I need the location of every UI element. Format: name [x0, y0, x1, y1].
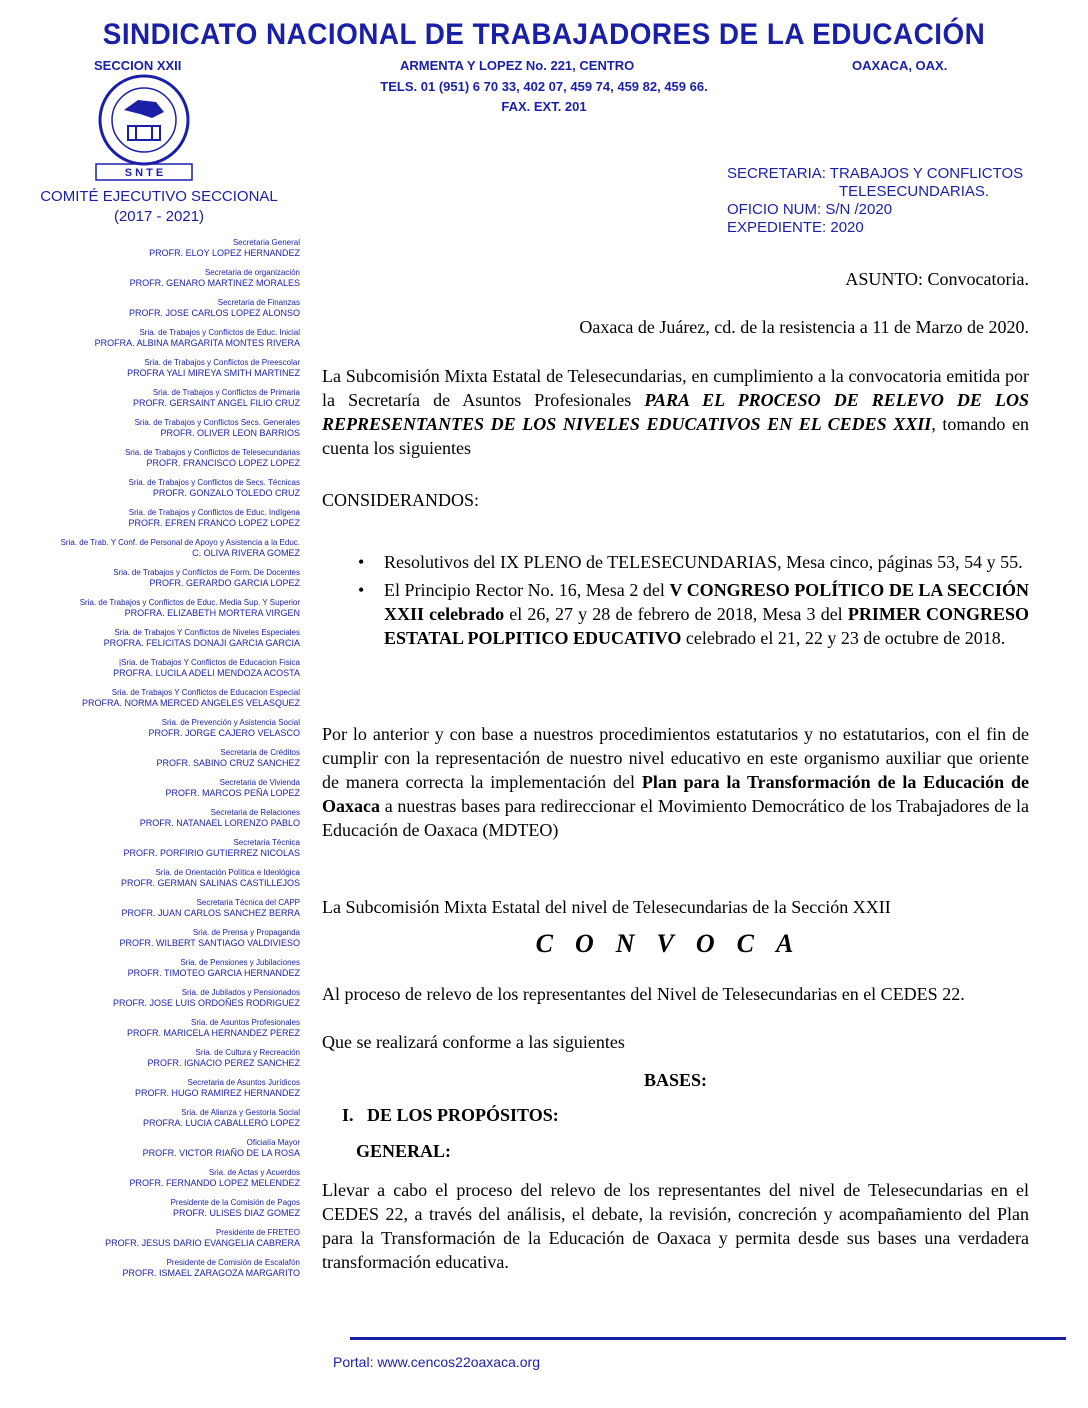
roster-role: Sria. de Pensiones y Jubilaciones	[180, 958, 300, 967]
secretaria-line: SECRETARIA: TRABAJOS Y CONFLICTOS	[727, 165, 1024, 182]
roster-name: PROFRA. LUCIA CABALLERO LOPEZ	[142, 1118, 300, 1128]
roster-role: Secretaria de Finanzas	[217, 298, 300, 307]
roster-name: PROFR. IGNACIO PEREZ SANCHEZ	[147, 1058, 300, 1068]
roster-role: Secretaria Técnica	[233, 838, 300, 847]
roster-role: Presidente de la Comisión de Pagos	[170, 1198, 300, 1207]
roster-name: PROFR. JOSE CARLOS LOPEZ ALONSO	[128, 308, 300, 318]
roster-role: Sria. de Trabajos y Conflictos Secs. Generales	[134, 418, 300, 427]
roster-name: PROFR. VICTOR RIAÑO DE LA ROSA	[142, 1148, 300, 1158]
roster-role: Secretaria de Vivienda	[219, 778, 300, 787]
roster-name: PROFR. JOSE LUIS ORDOÑES RODRIGUEZ	[112, 998, 300, 1008]
roster-name: PROFR. ULISES DIAZ GOMEZ	[172, 1208, 300, 1218]
roster-name: PROFR. JUAN CARLOS SANCHEZ BERRA	[121, 908, 300, 918]
section-heading: I. DE LOS PROPÓSITOS:	[342, 1105, 559, 1125]
roster-name: PROFR. GERSAINT ANGEL FILIO CRUZ	[132, 398, 300, 408]
al-proceso-paragraph: Al proceso de relevo de los representantes del Nivel de Telesecundarias en el CEDES 22.	[322, 984, 965, 1004]
roster-role: Sria. de Cultura y Recreación	[195, 1048, 300, 1057]
general-heading: GENERAL:	[356, 1141, 452, 1161]
date-line: Oaxaca de Juárez, cd. de la resistencia a 11 de Marzo de 2020.	[579, 317, 1029, 337]
roster-name: PROFR. NATANAEL LORENZO PABLO	[139, 818, 300, 828]
roster-role: Sria. de Prensa y Propaganda	[192, 928, 300, 937]
org-title: SINDICATO NACIONAL DE TRABAJADORES DE LA EDUCACIÓN	[102, 18, 986, 51]
roster-name: PROFR. MARCOS PEÑA LOPEZ	[165, 788, 300, 798]
fax: FAX. EXT. 201	[501, 99, 587, 114]
roster-role: Secretaria de Créditos	[220, 748, 300, 757]
committee-roster	[60, 238, 300, 1288]
roster-role: Sria. de Trab. Y Conf. de Personal de Apoyo y Asistencia a la Educ.	[60, 538, 300, 547]
committee-title: COMITÉ EJECUTIVO SECCIONAL	[40, 188, 278, 205]
section-label: SECCION XXII	[94, 58, 182, 73]
roster-role: Sria. de Trabajos y Conflictos de Telesecundarias	[124, 448, 300, 457]
committee-block	[30, 187, 288, 227]
roster-name: PROFRA. NORMA MERCED ANGELES VELASQUEZ	[81, 698, 300, 708]
roster-name: PROFRA. ELIZABETH MORTERA VIRGEN	[124, 608, 300, 618]
roster-name: PROFR. GERMAN SALINAS CASTILLEJOS	[120, 878, 300, 888]
convoca-heading: CONVOCA	[535, 929, 816, 958]
roster-name: PROFR. PORFIRIO GUTIERREZ NICOLAS	[123, 848, 300, 858]
footer-divider	[350, 1337, 1066, 1340]
city: OAXACA, OAX.	[852, 58, 948, 73]
roster-name: PROFR. GERARDO GARCIA LOPEZ	[149, 578, 300, 588]
roster-name: PROFR. GONZALO TOLEDO CRUZ	[152, 488, 300, 498]
address: ARMENTA Y LOPEZ No. 221, CENTRO	[400, 58, 635, 73]
roster-name: PROFR. JESUS DARIO EVANGELIA CABRERA	[105, 1238, 300, 1248]
roster-role: Sria. de Asuntos Profesionales	[191, 1018, 300, 1027]
list-item: • Resolutivos del IX PLENO de TELESECUNDARIAS, Mesa cinco, páginas 53, 54 y 55.	[384, 550, 1029, 574]
asunto: ASUNTO: Convocatoria.	[845, 269, 1029, 289]
expediente: EXPEDIENTE: 2020	[727, 219, 864, 236]
roster-role: Oficialía Mayor	[246, 1138, 300, 1147]
roster-name: PROFR. GENARO MARTINEZ MORALES	[129, 278, 300, 288]
roster-name: PROFR. MARICELA HERNANDEZ PEREZ	[126, 1028, 300, 1038]
considerandos-heading: CONSIDERANDOS:	[322, 490, 480, 510]
roster-role: |Sria. de Trabajos Y Conflictos de Educacion Fisica	[119, 658, 300, 667]
roster-name: PROFRA. ALBINA MARGARITA MONTES RIVERA	[94, 338, 300, 348]
que-se-line: Que se realizará conforme a las siguientes	[322, 1032, 625, 1052]
roster-role: Secretaria de Asuntos Jurídicos	[187, 1078, 300, 1087]
roster-name: PROFR. TIMOTEO GARCIA HERNANDEZ	[127, 968, 300, 978]
roster-role: Sria. de Trabajos y Conflictos de Form. De Docentes	[113, 568, 300, 577]
list-item: • El Principio Rector No. 16, Mesa 2 del V CONGRESO POLÍTICO DE LA SECCIÓN XXII celebrado el 26, 27 y 28 de febrero de 2018, Mesa 3 del PRIMER CONGRESO ESTATAL POLPITICO EDUCATIVO celebrado el 21, 22 y 23 de octubre de 2018.	[384, 578, 1029, 650]
roster-name: PROFR. FRANCISCO LOPEZ LOPEZ	[146, 458, 300, 468]
roster-name: PROFR. OLIVER LEON BARRIOS	[160, 428, 300, 438]
roster-name: PROFR. WILBERT SANTIAGO VALDIVIESO	[119, 938, 300, 948]
roster-name: PROFRA. FELICITAS DONAJI GARCIA GARCIA	[103, 638, 300, 648]
roster-name: PROFRA. LUCILA ADELI MENDOZA ACOSTA	[113, 668, 300, 678]
phones: TELS. 01 (951) 6 70 33, 402 07, 459 74, 459 82, 459 66.	[380, 79, 708, 94]
roster-name: PROFR. EFREN FRANCO LOPEZ LOPEZ	[128, 518, 300, 528]
roster-name: C. OLIVA RIVERA GOMEZ	[192, 548, 300, 558]
roster-name: PROFRA YALI MIREYA SMITH MARTINEZ	[127, 368, 300, 378]
bases-heading: BASES:	[643, 1070, 708, 1090]
roster-role: Sria. de Trabajos Y Conflictos de Educacion Especial	[111, 688, 300, 697]
roster-name: PROFR. ISMAEL ZARAGOZA MARGARITO	[122, 1268, 300, 1278]
roster-name: PROFR. JORGE CAJERO VELASCO	[148, 728, 300, 738]
roster-role: Sria. de Actas y Acuerdos	[208, 1168, 300, 1177]
office-info	[727, 165, 1023, 237]
roster-name: PROFR. ELOY LOPEZ HERNANDEZ	[149, 248, 300, 258]
intro-paragraph: La Subcomisión Mixta Estatal de Telesecundarias, en cumplimiento a la convocatoria emitida por la Secretaría de Asuntos Profesionales PARA EL PROCESO DE RELEVO DE LOS REPRESENTANTES DE LOS NIVELES EDUCATIVOS EN EL CEDES XXII, tomando en cuenta los siguientes	[322, 366, 1030, 458]
roster-role: Sria. de Alianza y Gestoría Social	[181, 1108, 300, 1117]
roster-name: PROFR. HUGO RAMIREZ HERNANDEZ	[134, 1088, 300, 1098]
por-lo-anterior-paragraph: Por lo anterior y con base a nuestros procedimientos estatutarios y no estatutarios, con el fin de cumplir con la representación de nuestro nivel educativo en este organismo auxiliar que oriente de manera correcta la implementación del Plan para la Transformación de la Educación de Oaxaca a nuestras bases para redireccionar el Movimiento Democrático de los Trabajadores de la Educación de Oaxaca (MDTEO)	[322, 724, 1029, 840]
secretaria-line-2: TELESECUNDARIAS.	[839, 183, 990, 200]
roster-role: Sria. de Trabajos y Conflictos de Educ. Indígena	[128, 508, 300, 517]
roster-role: Sria. de Trabajos y Conflictos de Preescolar	[144, 358, 300, 367]
subcomision-line: La Subcomisión Mixta Estatal del nivel de Telesecundarias de la Sección XXII	[322, 897, 891, 917]
general-paragraph: Llevar a cabo el proceso del relevo de los representantes del nivel de Telesecundarias en el CEDES 22, a través del análisis, el debate, la revisión, concreción y acompañamiento del Plan para la Transformación de la Educación de Oaxaca y permita desde sus bases una verdadera transformación educativa.	[322, 1180, 1029, 1272]
roster-role: Sria. de Trabajos y Conflictos de Educ. Inicial	[139, 328, 300, 337]
roster-role: Sria. de Trabajos Y Conflictos de Niveles Especiales	[114, 628, 300, 637]
roster-role: Sria. de Jubilados y Pensionados	[181, 988, 300, 997]
roster-role: Sria. de Trabajos y Conflictos de Educ. Media Sup. Y Superior	[79, 598, 300, 607]
committee-period: (2017 - 2021)	[113, 208, 205, 225]
portal-url: Portal: www.cencos22oaxaca.org	[333, 1354, 540, 1370]
roster-role: Secretaria de organización	[204, 268, 300, 277]
roster-role: Sria. de Orientación Política e Ideológica	[155, 868, 300, 877]
roster-role: Sria. de Trabajos y Conflictos de Primaria	[152, 388, 300, 397]
roster-role: Secretaria de Relaciones	[210, 808, 300, 817]
roster-name: PROFR. FERNANDO LOPEZ MELENDEZ	[129, 1178, 300, 1188]
roster-role: Secretaria Técnica del CAPP	[196, 898, 300, 907]
roster-role: Sria. de Trabajos y Conflictos de Secs. Técnicas	[128, 478, 300, 487]
oficio-number: OFICIO NUM: S/N /2020	[727, 201, 893, 218]
seal-text: S N T E	[124, 167, 164, 179]
roster-name: PROFR. SABINO CRUZ SANCHEZ	[156, 758, 300, 768]
considerandos-list	[322, 550, 1029, 654]
roster-role: Secretaria General	[232, 238, 300, 247]
roster-role: Sria. de Prevención y Asistencia Social	[161, 718, 300, 727]
roster-role: Presidente de Comisión de Escalafón	[166, 1258, 300, 1267]
union-seal-logo	[94, 72, 194, 184]
roster-role: Presidente de FRETEO	[215, 1228, 300, 1237]
